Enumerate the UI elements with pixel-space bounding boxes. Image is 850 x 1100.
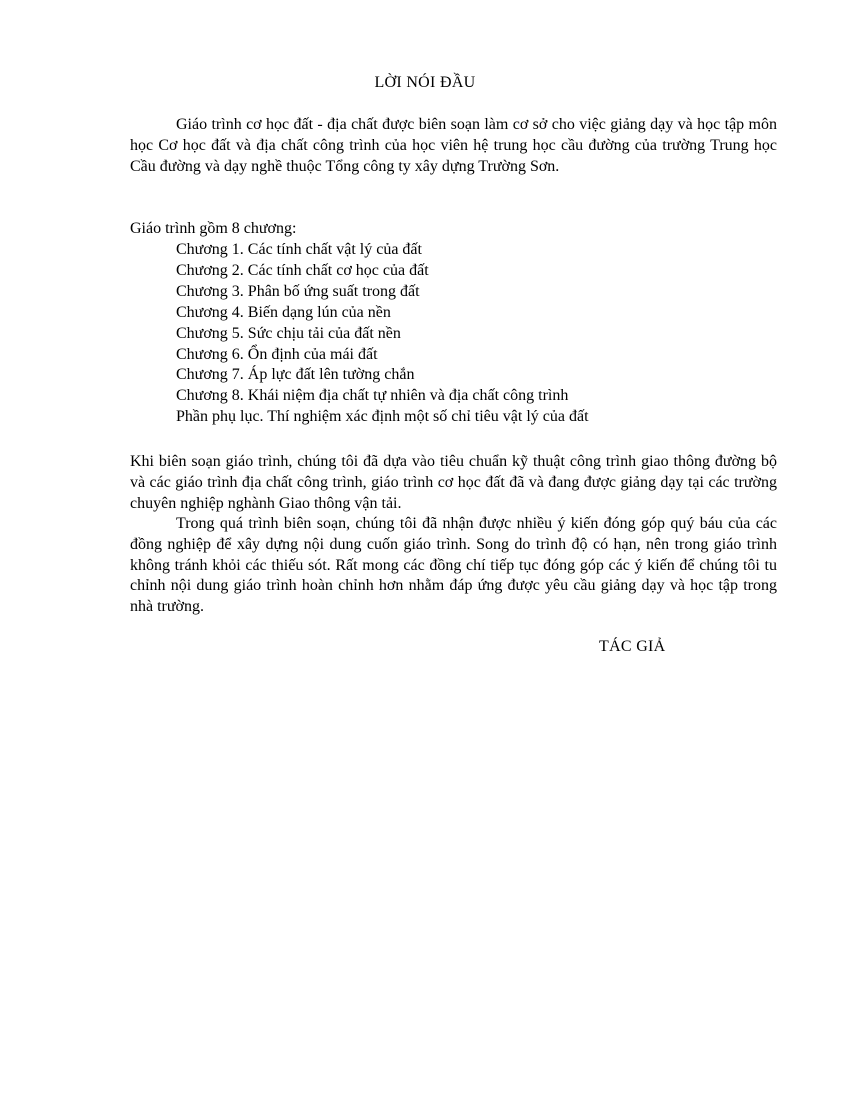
- appendix-item: Phần phụ lục. Thí nghiệm xác định một số chỉ tiêu vật lý của đất: [176, 408, 589, 426]
- intro-paragraph: Giáo trình cơ học đất - địa chất được biên soạn làm cơ sở cho việc giảng dạy và học tập môn học Cơ học đất và địa chất công trình của học viên hệ trung học cầu đường của trường Trung học Cầu đường và dạy nghề thuộc Tổng công ty xây dựng Trường Sơn.: [130, 116, 777, 175]
- chapter-item: Chương 2. Các tính chất cơ học của đất: [176, 261, 429, 279]
- chapter-item: Chương 6. Ổn định của mái đất: [176, 345, 378, 363]
- chapter-item: Chương 5. Sức chịu tải của đất nền: [176, 324, 401, 342]
- chapter-item: Chương 7. Áp lực đất lên tường chắn: [176, 366, 415, 384]
- basis-paragraph: Khi biên soạn giáo trình, chúng tôi đã dựa vào tiêu chuẩn kỹ thuật công trình giao thông đường bộ và các giáo trình địa chất công trình, giáo trình cơ học đất đã và đang được giảng dạy tại các trường chuyên nghiệp nghành Giao thông vận tải.: [130, 453, 777, 512]
- author-signature: TÁC GIẢ: [599, 638, 666, 655]
- chapters-intro: Giáo trình gồm 8 chương:: [130, 220, 297, 237]
- chapter-list: [176, 240, 589, 428]
- chapter-item: Chương 3. Phân bố ứng suất trong đất: [176, 282, 420, 300]
- chapter-item: Chương 4. Biến dạng lún của nền: [176, 303, 391, 321]
- chapter-item: Chương 8. Khái niệm địa chất tự nhiên và địa chất công trình: [176, 387, 569, 405]
- chapter-item: Chương 1. Các tính chất vật lý của đất: [176, 241, 422, 258]
- page-title: LỜI NÓI ĐẦU: [374, 74, 476, 91]
- thanks-paragraph: Trong quá trình biên soạn, chúng tôi đã nhận được nhiều ý kiến đóng góp quý báu của các đồng nghiệp để xây dựng nội dung cuốn giáo trình. Song do trình độ có hạn, nên trong giáo trình không tránh khỏi các thiếu sót. Rất mong các đồng chí tiếp tục đóng góp các ý kiến để chúng tôi tu chỉnh nội dung giáo trình hoàn chỉnh hơn nhằm đáp ứng được yêu cầu giảng dạy và học tập trong nhà trường.: [130, 515, 777, 616]
